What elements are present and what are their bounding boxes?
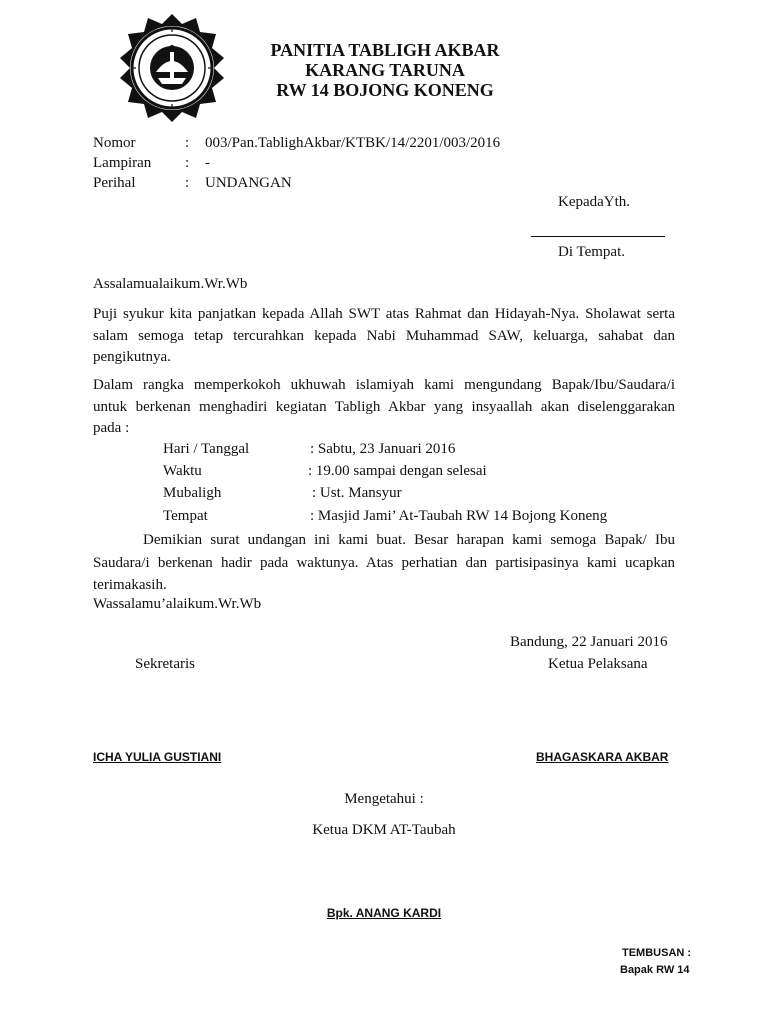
meta-label-lampiran: Lampiran: [93, 155, 152, 171]
paragraph-line: untuk berkenan menghadiri kegiatan Tabligh Akbar yang insyaallah akan diselenggarakan: [93, 398, 675, 415]
paragraph-line: Puji syukur kita panjatkan kepada Allah SWT atas Rahmat dan Hidayah-Nya. Sholawat serta: [93, 306, 675, 322]
paragraph-line: Saudara/i berkenan hadir pada waktunya. Atas perhatian dan partisipasinya kami ucapkan: [93, 554, 675, 571]
detail-label-speaker: Mubaligh: [163, 485, 222, 501]
signatory-left-name: ICHA YULIA GUSTIANI: [93, 750, 222, 764]
farewell: Wassalamu’alaikum.Wr.Wb: [93, 596, 262, 612]
paragraph-line: pada :: [93, 420, 130, 436]
meta-value-perihal: UNDANGAN: [205, 175, 292, 191]
meta-colon: :: [185, 155, 190, 171]
paragraph-line: salam semoga tetap tercurahkan kepada Nabi Muhammad SAW, keluarga, sahabat dan: [93, 327, 675, 344]
paragraph-opening: [93, 304, 675, 369]
meta-colon: :: [185, 135, 190, 151]
detail-value-time: : 19.00 sampai dengan selesai: [308, 463, 487, 479]
signatory-left-title: Sekretaris: [135, 656, 195, 672]
detail-label-venue: Tempat: [163, 508, 208, 524]
paragraph-closing: [93, 529, 675, 597]
header-line-2: KARANG TARUNA: [305, 60, 465, 80]
header-line-3: RW 14 BOJONG KONENG: [276, 80, 494, 100]
meta-value-lampiran: -: [205, 155, 210, 171]
detail-value-speaker: : Ust. Mansyur: [312, 485, 402, 501]
header-line-1: PANITIA TABLIGH AKBAR: [270, 40, 500, 60]
detail-value-date: : Sabtu, 23 Januari 2016: [310, 441, 456, 457]
paragraph-invitation: [93, 375, 675, 440]
paragraph-line: pengikutnya.: [93, 349, 171, 365]
approval-name: Bpk. ANANG KARDI: [326, 906, 442, 920]
organization-logo: [118, 12, 226, 122]
detail-label-date: Hari / Tanggal: [163, 441, 250, 457]
recipient-to: KepadaYth.: [558, 194, 631, 210]
paragraph-line: Dalam rangka memperkokoh ukhuwah islamiyah kami mengundang Bapak/Ibu/Saudara/i: [93, 377, 675, 393]
cc-value: Bapak RW 14: [620, 964, 690, 976]
approval-title: Ketua DKM AT-Taubah: [312, 822, 456, 838]
place-date: Bandung, 22 Januari 2016: [510, 634, 668, 650]
meta-colon: :: [185, 175, 190, 191]
meta-label-nomor: Nomor: [93, 135, 136, 151]
paragraph-line: terimakasih.: [93, 577, 167, 593]
approval-label: Mengetahui :: [344, 791, 424, 807]
greeting: Assalamualaikum.Wr.Wb: [93, 276, 248, 292]
cc-label: TEMBUSAN :: [622, 947, 692, 959]
detail-label-time: Waktu: [163, 463, 202, 479]
meta-label-perihal: Perihal: [93, 175, 136, 191]
signatory-right-name: BHAGASKARA AKBAR: [536, 750, 669, 764]
paragraph-line: Demikian surat undangan ini kami buat. Besar harapan kami semoga Bapak/ Ibu: [143, 532, 675, 548]
signatory-right-title: Ketua Pelaksana: [548, 656, 648, 672]
recipient-place: Di Tempat.: [558, 244, 625, 260]
recipient-blank-line: [531, 236, 665, 237]
detail-value-venue: : Masjid Jami’ At-Taubah RW 14 Bojong Koneng: [310, 508, 608, 524]
meta-value-nomor: 003/Pan.TablighAkbar/KTBK/14/2201/003/2016: [205, 135, 501, 151]
